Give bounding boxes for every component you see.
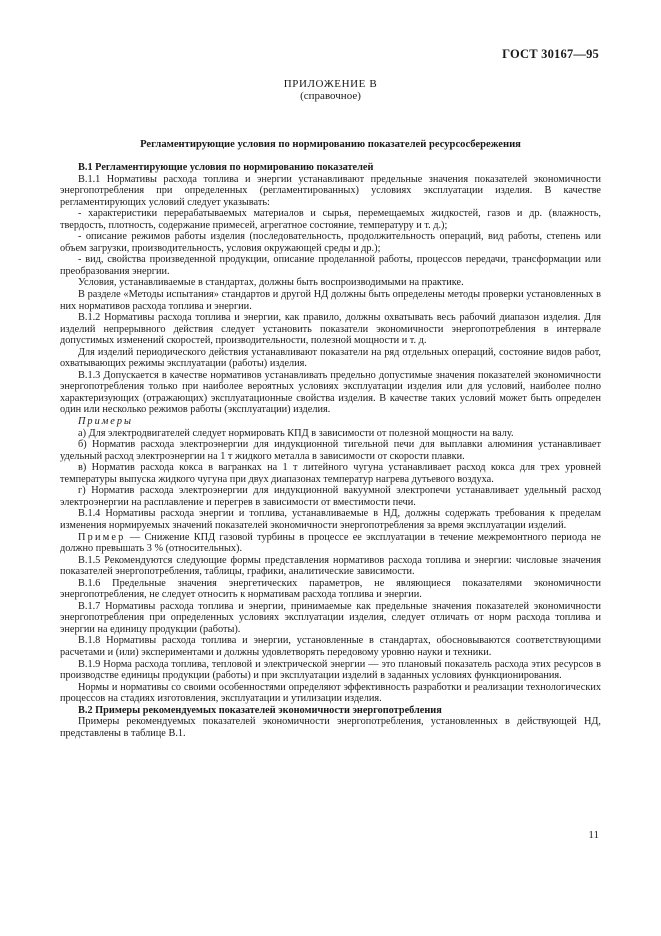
- paragraph: В.1.6 Предельные значения энергетических параметров, не являющиеся показателями экономичности энергопотребления, не следует относить к нормативам расхода топлива и энергии.: [60, 577, 601, 601]
- paragraph: В.1.2 Нормативы расхода топлива и энергии, как правило, должны охватывать весь рабочий диапазон изделия. Для изделий непрерывного действия следует установить показатели экономичности энергопотребления в интервале допустимых изменений скоростей, производительности, полезной мощности и т. д.: [60, 312, 601, 347]
- appendix-title: ПРИЛОЖЕНИЕ В: [283, 78, 378, 90]
- paragraph: В.1.1 Нормативы расхода топлива и энергии устанавливают предельные значения показателей экономичности энергопотребления при определенных (регламентированных) условиях эксплуатации изделия. В качестве регламентирующих условий следует указывать:: [60, 173, 601, 208]
- paragraph: В разделе «Методы испытания» стандартов и другой НД должны быть определены методы проверки установленных в них нормативов расхода топлива и энергии.: [60, 289, 601, 312]
- paragraph: Для изделий периодического действия устанавливают показатели на ряд отдельных операций, состояние видов работ, охватывающих режимы эксплуатации (работы) изделия.: [60, 346, 601, 370]
- paragraph: В.1.4 Нормативы расхода энергии и топлива, устанавливаемые в НД, должны содержать требования к пределам изменения нормируемых значений показателей экономичности энергопотребления за время эксплуатации изделий.: [60, 508, 601, 531]
- paragraph: В.1.5 Рекомендуются следующие формы представления нормативов расхода топлива и энергии: числовые значения показателей энергопотребления, таблицы, графики, аналитические зависимости.: [60, 554, 601, 578]
- paragraph: В.1.9 Норма расхода топлива, тепловой и электрической энергии — это плановый показатель расхода этих ресурсов в производстве единицы продукции (работы) и при эксплуатации изделий в заданных условиях функционирования.: [60, 658, 601, 682]
- paragraph: Условия, устанавливаемые в стандартах, должны быть воспроизводимыми на практике.: [78, 277, 464, 289]
- examples-heading: [60, 416, 601, 428]
- main-title: Регламентирующие условия по нормированию показателей ресурсосбережения: [140, 139, 521, 150]
- paragraph: Нормы и нормативы со своими особенностями определяют эффективность разработки и реализации технологических процессов на стадиях изготовления, эксплуатации и утилизации изделия.: [60, 681, 601, 705]
- example-item: а) Для электродвигателей следует нормировать КПД в зависимости от полезной мощности на валу.: [78, 427, 514, 439]
- example-item: г) Норматив расхода электроэнергии для индукционной вакуумной электропечи устанавливает удельный расход электроэнергии на расплавление и перегрев в зависимости от вместимости печи.: [60, 485, 601, 508]
- paragraph: В.1.8 Нормативы расхода топлива и энергии, установленные в стандартах, обосновываются соответствующими расчетами и (или) экспериментами и должны удовлетворять передовому уровню науки и техники.: [60, 635, 601, 658]
- appendix-subtitle: (справочное): [300, 90, 361, 102]
- paragraph: - вид, свойства произведенной продукции, описание проделанной работы, процессов передачи, трансформации или преобразования энергии.: [60, 254, 601, 277]
- page-number: 11: [588, 829, 599, 841]
- paragraph: Примеры рекомендуемых показателей экономичности энергопотребления, установленных в действующей НД, представлены в таблице В.1.: [60, 716, 601, 739]
- example-item: в) Норматив расхода кокса в вагранках на 1 т литейного чугуна устанавливает расход кокса для трех уровней температуры выпуска жидкого чугуна при двух диапазонах температур нагрева дутьевого воздуха.: [60, 462, 601, 485]
- paragraph: - характеристики перерабатываемых материалов и сырья, перемещаемых жидкостей, газов и др. (влажность, твердость, плотность, содержание примесей, агрегатное состояние, температуру и т. д.);: [60, 208, 601, 231]
- note-paragraph: [60, 532, 601, 555]
- section-title-b1: В.1 Регламентирующие условия по нормированию показателей: [78, 162, 374, 173]
- paragraph: В.1.3 Допускается в качестве нормативов устанавливать предельно допустимые значения показателей экономичности энергопотребления только при наиболее вероятных условиях эксплуатации изделия или для условий, наиболее полно характеризующих (отражающих) эксплуатационные свойства изделия. В качестве таких условий может быть определен один или несколько режимов работы (эксплуатации) изделия.: [60, 369, 601, 416]
- note-text: — Снижение КПД газовой турбины в процессе ее эксплуатации в течение межремонтного периода не должно превышать 3 % (относительных).: [60, 531, 601, 555]
- paragraph: - описание режимов работы изделия (последовательность, продолжительность операций, вид работы, степень или объем загрузки, производительность, условия окружающей среды и др.);: [60, 231, 601, 254]
- paragraph: В.1.7 Нормативы расхода топлива и энергии, принимаемые как предельные значения показателей экономичности энергопотребления при определенных условиях эксплуатации изделия, следует отличать от норм расхода топлива и энергии на единицу продукции (работы).: [60, 600, 601, 635]
- note-label: Пример: [78, 531, 126, 543]
- section-title-b2: В.2 Примеры рекомендуемых показателей экономичности энергопотребления: [78, 704, 442, 716]
- example-item: б) Норматив расхода электроэнергии для индукционной тигельной печи для выплавки алюминия устанавливает удельный расход электроэнергии на 1 т жидкого металла в зависимости от скорости плавки.: [60, 439, 601, 462]
- document-body: [60, 162, 601, 739]
- standard-code: ГОСТ 30167—95: [502, 47, 599, 61]
- appendix-heading: [0, 78, 661, 102]
- examples-title: Примеры: [78, 416, 133, 428]
